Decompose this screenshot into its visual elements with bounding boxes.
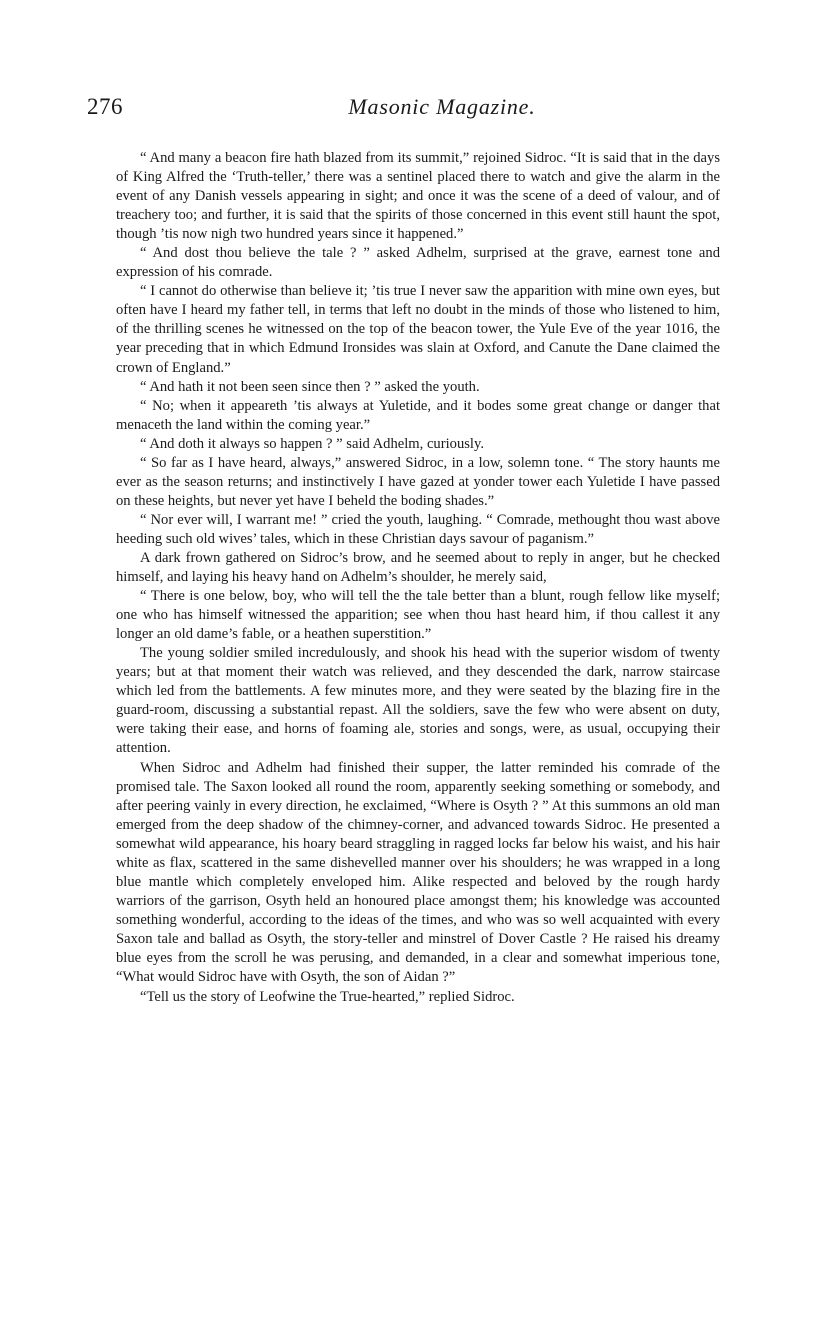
paragraph: “ Nor ever will, I warrant me! ” cried the youth, laughing. “ Comrade, methought thou wast above heeding such old wives’ tales, which in these Christian days savour of paganism.” (116, 511, 720, 547)
paragraph: “Tell us the story of Leofwine the True-hearted,” replied Sidroc. (140, 989, 515, 1006)
page-header (87, 94, 727, 126)
article-body (116, 149, 720, 1007)
paragraph: “ No; when it appeareth ’tis always at Yuletide, and it bodes some great change or danger that menaceth the land within the coming year.” (116, 397, 720, 433)
paragraph: “ And many a beacon fire hath blazed from its summit,” rejoined Sidroc. “It is said that in the days of King Alfred the ‘Truth-teller,’ there was a sentinel placed there to watch and give the alarm in the event of any Danish vessels appearing in sight; and once it was the scene of a deed of valour, and of treachery too; and further, it is said that the spirits of those concerned in this event still haunt the spot, though ’tis now nigh two hundred years since it happened.” (116, 150, 720, 243)
paragraph: “ I cannot do otherwise than believe it; ’tis true I never saw the apparition with mine own eyes, but often have I heard my father tell, in terms that left no doubt in the minds of those who listened to him, of the thrilling scenes he witnessed on the top of the beacon tower, the Yule Eve of the year 1016, the year preceding that in which Edmund Ironsides was slain at Oxford, and Canute the Dane claimed the crown of England.” (116, 283, 720, 376)
paragraph: “ And dost thou believe the tale ? ” asked Adhelm, surprised at the grave, earnest tone and expression of his comrade. (116, 245, 720, 281)
paragraph: When Sidroc and Adhelm had finished their supper, the latter reminded his comrade of the promised tale. The Saxon looked all round the room, apparently seeking something or somebody, and after peering vainly in every direction, he exclaimed, “Where is Osyth ? ” At this summons an old man emerged from the deep shadow of the chimney-corner, and advanced towards Sidroc. He presented a somewhat wild appearance, his hoary beard straggling in ragged locks far below his waist, and his hair white as flax, scattered in the same dishevelled manner over his shoulders; he was wrapped in a long blue mantle which completely enveloped him. Alike respected and beloved by the rough hardy warriors of the garrison, Osyth held an honoured place amongst them; his knowledge was accounted something wonderful, according to the ideas of the times, and who was so well acquainted with every Saxon tale and ballad as Osyth, the story-teller and minstrel of Dover Castle ? He raised his dreamy blue eyes from the scroll he was perusing, and demanded, in a clear and somewhat imperious tone, “What would Sidroc have with Osyth, the son of Aidan ?” (116, 759, 720, 986)
running-title: Masonic Magazine. (348, 94, 536, 119)
paragraph: The young soldier smiled incredulously, and shook his head with the superior wisdom of twenty years; but at that moment their watch was relieved, and they descended the dark, narrow staircase which led from the battlements. A few minutes more, and they were seated by the blazing fire in the guard-room, discussing a substantial repast. All the soldiers, save the few who were absent on duty, were taking their ease, and horns of foaming ale, stories and songs, were, as usual, occupying their attention. (116, 645, 720, 757)
paragraph: “ And hath it not been seen since then ? ” asked the youth. (140, 378, 480, 395)
paragraph: “ There is one below, boy, who will tell the the tale better than a blunt, rough fellow like myself; one who has himself witnessed the apparition; see when thou hast heard him, if thou callest it any longer an old dame’s fable, or a heathen superstition.” (116, 588, 720, 643)
page-number: 276 (87, 94, 123, 119)
paragraph: A dark frown gathered on Sidroc’s brow, and he seemed about to reply in anger, but he checked himself, and laying his heavy hand on Adhelm’s shoulder, he merely said, (116, 549, 720, 586)
paragraph: “ And doth it always so happen ? ” said Adhelm, curiously. (140, 435, 484, 452)
paragraph: “ So far as I have heard, always,” answered Sidroc, in a low, solemn tone. “ The story haunts me ever as the season returns; and instinctively I have gazed at yonder tower each Yuletide I have passed on these heights, but never yet have I beheld the boding shades.” (116, 454, 720, 509)
